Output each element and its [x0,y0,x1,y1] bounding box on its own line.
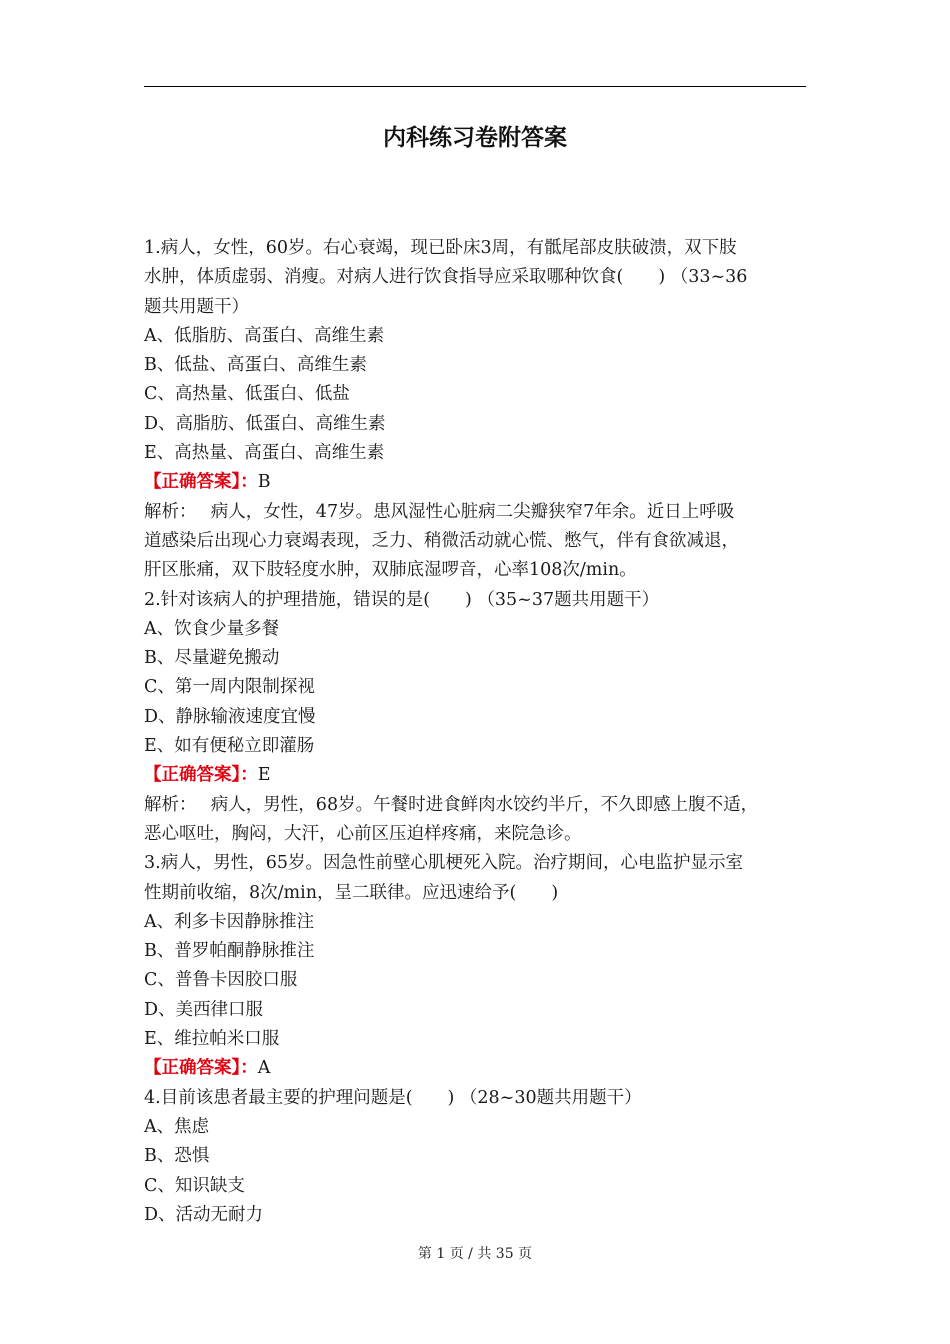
text-line: C、高热量、低蛋白、低盐 [144,384,350,405]
text-line: A、饮食少量多餐 [144,618,280,639]
correct-answer-label: 【正确答案】： [144,1058,258,1079]
text-line: 3.病人，男性，65岁。因急性前壁心肌梗死入院。治疗期间，心电监护显示室 [144,853,743,874]
document-title: 内科练习卷附答案 [383,125,567,151]
text-line: 肝区胀痛，双下肢轻度水肿，双肺底湿啰音，心率108次/min。 [144,560,637,581]
document-body [144,234,809,1230]
page-footer: 第 1 页 / 共 35 页 [417,1246,533,1262]
text-line: C、第一周内限制探视 [144,677,315,698]
correct-answer-line [144,761,809,790]
text-line: 解析： 病人，男性，68岁。午餐时进食鲜肉水饺约半斤，不久即感上腹不适， [144,794,759,815]
correct-answer-label: 【正确答案】： [144,472,258,493]
text-line: 4.目前该患者最主要的护理问题是( ) （28~30题共用题干） [144,1087,642,1108]
text-line: 性期前收缩，8次/min，呈二联律。应迅速给予( ) [144,882,559,903]
text-line: E、如有便秘立即灌肠 [144,736,315,757]
text-line: 题共用题干） [144,296,249,317]
text-line: 1.病人，女性，60岁。右心衰竭，现已卧床3周，有骶尾部皮肤破溃，双下肢 [144,238,737,258]
text-line: D、静脉输液速度宜慢 [144,706,316,727]
text-line: B、低盐、高蛋白、高维生素 [144,355,367,376]
text-line: 2.针对该病人的护理措施，错误的是( ) （35~37题共用题干） [144,589,660,610]
text-line: A、利多卡因静脉推注 [144,911,315,932]
text-line: 水肿，体质虚弱、消瘦。对病人进行饮食指导应采取哪种饮食( ) （33~36 [144,267,748,288]
text-line: D、活动无耐力 [144,1204,264,1225]
text-line: B、尽量避免搬动 [144,648,280,669]
correct-answer-line [144,1054,809,1083]
correct-answer-value: E [257,765,271,786]
text-line: D、高脂肪、低蛋白、高维生素 [144,413,386,434]
correct-answer-value: B [257,472,271,493]
text-line: 解析： 病人，女性，47岁。患风湿性心脏病二尖瓣狭窄7年余。近日上呼吸 [144,501,735,522]
text-line: D、美西律口服 [144,999,264,1020]
text-line: B、恐惧 [144,1146,210,1167]
text-line: 道感染后出现心力衰竭表现，乏力、稍微活动就心慌、憋气，伴有食欲减退， [144,530,739,551]
text-line: A、低脂肪、高蛋白、高维生素 [144,325,385,346]
correct-answer-label: 【正确答案】： [144,765,258,786]
text-line: B、普罗帕酮静脉推注 [144,941,315,962]
text-line: 恶心呕吐，胸闷，大汗，心前区压迫样疼痛，来院急诊。 [144,823,582,844]
text-line: E、维拉帕米口服 [144,1029,280,1050]
correct-answer-line [144,468,809,497]
text-line: C、普鲁卡因胶口服 [144,970,298,991]
text-line: C、知识缺支 [144,1175,245,1196]
text-line: A、焦虑 [144,1116,210,1137]
text-line: E、高热量、高蛋白、高维生素 [144,443,385,464]
header-rule [144,86,806,87]
correct-answer-value: A [257,1058,271,1079]
